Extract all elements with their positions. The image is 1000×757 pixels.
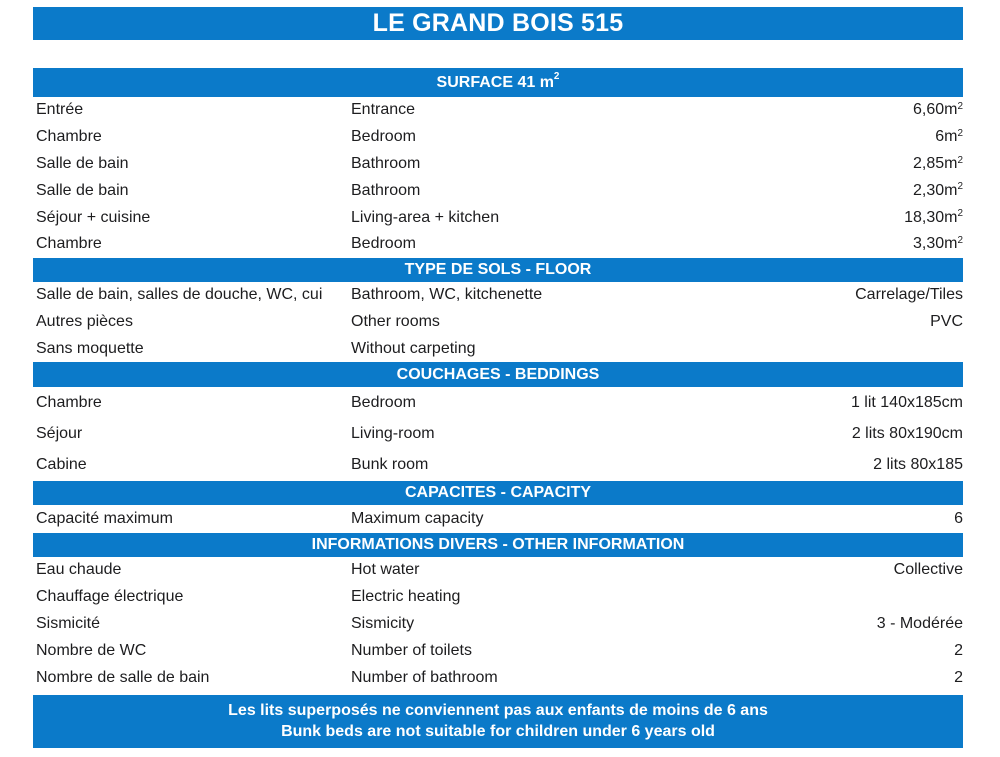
table-row: [33, 282, 963, 309]
row-value: $6,60m^2$: [913, 101, 963, 119]
row-value: 2 lits 80x190cm: [851, 425, 963, 443]
label-english: Electric heating: [351, 588, 461, 606]
table-row: [33, 637, 963, 664]
row-value: Collective: [893, 561, 963, 579]
section-header: SURFACE 41 m $^2$: [33, 68, 963, 97]
label-french: Autres pièces: [36, 312, 133, 330]
table-row: [33, 204, 963, 231]
row-value: $18,30m^2$: [904, 208, 963, 226]
table-row: [33, 335, 963, 362]
label-french: Nombre de salle de bain: [36, 668, 210, 686]
label-english: Bathroom: [351, 181, 421, 199]
label-french: Cabine: [36, 456, 87, 474]
label-english: Maximum capacity: [351, 510, 484, 528]
table-row: [33, 557, 963, 584]
label-english: Number of bathroom: [351, 668, 498, 686]
row-value: $6m^2$: [935, 128, 963, 146]
section-rows: [33, 557, 963, 691]
table-row: [33, 124, 963, 151]
label-french: Chambre: [36, 235, 102, 253]
label-english: Bunk room: [351, 456, 429, 474]
label-english: Hot water: [351, 561, 420, 579]
label-french: Séjour: [36, 425, 83, 443]
table-row: [33, 309, 963, 336]
label-english: Entrance: [351, 101, 416, 119]
label-english: Bathroom, WC, kitchenette: [351, 286, 543, 304]
row-value: $2,30m^2$: [913, 181, 963, 199]
label-french: Salle de bain, salles de douche, WC, cui: [36, 286, 323, 304]
label-french: Sans moquette: [36, 339, 144, 357]
label-french: Séjour + cuisine: [36, 208, 151, 226]
section-rows: [33, 505, 963, 533]
table-row: [33, 151, 963, 178]
section-rows: [33, 282, 963, 362]
label-english: Without carpeting: [351, 339, 476, 357]
label-english: Living-area + kitchen: [351, 208, 500, 226]
label-english: Bedroom: [351, 235, 416, 253]
footer-warning: [33, 695, 963, 748]
section-rows: [33, 387, 963, 481]
table-row: [33, 387, 963, 418]
sections-container: [33, 68, 963, 691]
table-row: [33, 611, 963, 638]
row-value: 6: [954, 510, 963, 528]
label-french: Eau chaude: [36, 561, 122, 579]
label-french: Entrée: [36, 101, 84, 119]
section: [33, 481, 963, 533]
label-english: Number of toilets: [351, 641, 472, 659]
label-english: Other rooms: [351, 312, 440, 330]
label-english: Bathroom: [351, 154, 421, 172]
label-french: Salle de bain: [36, 181, 129, 199]
row-value: 2: [954, 668, 963, 686]
row-value: $2,85m^2$: [913, 154, 963, 172]
section: [33, 362, 963, 481]
section-header: COUCHAGES - BEDDINGS: [33, 362, 963, 387]
table-row: [33, 231, 963, 258]
section-header: CAPACITES - CAPACITY: [33, 481, 963, 505]
section: [33, 533, 963, 691]
label-french: Salle de bain: [36, 154, 129, 172]
section-header: TYPE DE SOLS - FLOOR: [33, 258, 963, 282]
row-value: PVC: [930, 312, 963, 330]
label-english: Bedroom: [351, 128, 416, 146]
row-value: $3,30m^2$: [913, 235, 963, 253]
table-row: [33, 584, 963, 611]
label-french: Chauffage électrique: [36, 588, 184, 606]
table-row: [33, 505, 963, 533]
row-value: 2: [954, 641, 963, 659]
accommodation-info-sheet: [33, 7, 963, 748]
label-english: Bedroom: [351, 393, 416, 411]
section: [33, 68, 963, 258]
page-title: LE GRAND BOIS 515: [33, 7, 963, 40]
table-row: [33, 97, 963, 124]
table-row: [33, 418, 963, 449]
label-french: Chambre: [36, 128, 102, 146]
label-french: Capacité maximum: [36, 510, 173, 528]
label-english: Sismicity: [351, 615, 415, 633]
table-row: [33, 177, 963, 204]
label-french: Chambre: [36, 393, 102, 411]
table-row: [33, 450, 963, 481]
footer-warning-en: Bunk beds are not suitable for children under 6 years old: [281, 723, 715, 741]
label-english: Living-room: [351, 425, 435, 443]
label-french: Nombre de WC: [36, 641, 147, 659]
section-rows: [33, 97, 963, 258]
table-row: [33, 664, 963, 691]
row-value: 2 lits 80x185: [873, 456, 963, 474]
row-value: Carrelage/Tiles: [855, 286, 963, 304]
row-value: 3 - Modérée: [876, 615, 963, 633]
row-value: 1 lit 140x185cm: [850, 393, 963, 411]
label-french: Sismicité: [36, 615, 101, 633]
section: [33, 258, 963, 362]
footer-warning-fr: Les lits superposés ne conviennent pas aux enfants de moins de 6 ans: [228, 702, 768, 720]
section-header: INFORMATIONS DIVERS - OTHER INFORMATION: [33, 533, 963, 557]
